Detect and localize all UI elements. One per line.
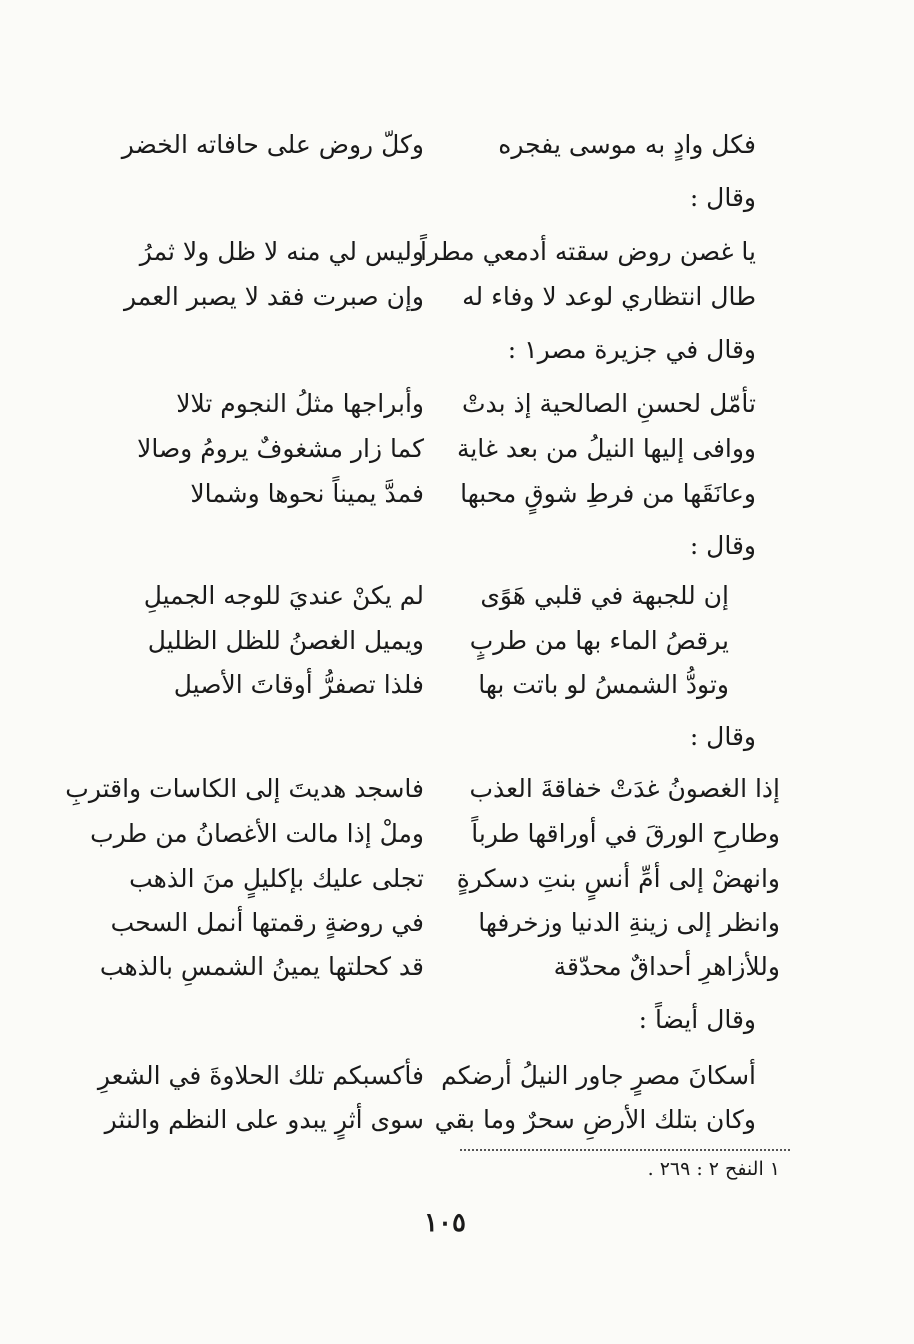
- verse-second-hemistich: ويميل الغصنُ للظل الظليل: [147, 626, 424, 655]
- verse-second-hemistich: كما زار مشغوفٌ يرومُ وصالا: [137, 434, 424, 463]
- verse-first-hemistich: يرقصُ الماء بها من طربٍ: [469, 626, 729, 655]
- verse-first-hemistich: وكان بتلك الأرضِ سحرٌ وما بقي: [434, 1105, 756, 1134]
- verse-second-hemistich: قد كحلتها يمينُ الشمسِ بالذهب: [99, 952, 424, 981]
- verse-second-hemistich: فمدَّ يميناً نحوها وشمالا: [190, 479, 424, 508]
- verse-first-hemistich: وتودُّ الشمسُ لو باتت بها: [478, 670, 729, 699]
- verse-first-hemistich: أسكانَ مصرٍ جاور النيلُ أرضكم: [441, 1061, 756, 1090]
- verse-second-hemistich: وكلّ روض على حافاته الخضر: [121, 130, 424, 159]
- verse-second-hemistich: وليس لي منه لا ظل ولا ثمرُ: [139, 237, 424, 266]
- footnote: ١ النفح ٢ : ٢٦٩ .: [647, 1158, 780, 1180]
- section-intro: وقال :: [689, 183, 756, 212]
- verse-first-hemistich: وللأزاهرِ أحداقٌ محدّقة: [553, 952, 780, 981]
- verse-second-hemistich: وإن صبرت فقد لا يصبر العمر: [123, 282, 424, 311]
- verse-first-hemistich: طال انتظاري لوعد لا وفاء له: [462, 282, 756, 311]
- footnote-divider: [460, 1149, 790, 1151]
- verse-second-hemistich: وأبراجها مثلُ النجوم تلالا: [176, 389, 424, 418]
- section-intro: وقال أيضاً :: [638, 1005, 756, 1034]
- verse-first-hemistich: إن للجبهة في قلبي هَوًى: [480, 581, 729, 610]
- verse-second-hemistich: فأكسبكم تلك الحلاوةَ في الشعرِ: [97, 1061, 424, 1090]
- verse-second-hemistich: فاسجد هديتَ إلى الكاسات واقتربِ: [65, 774, 424, 803]
- verse-first-hemistich: فكل وادٍ به موسى يفجره: [498, 130, 756, 159]
- verse-first-hemistich: وانظر إلى زينةِ الدنيا وزخرفها: [478, 908, 780, 937]
- section-intro: وقال :: [689, 722, 756, 751]
- section-intro: وقال في جزيرة مصر١ :: [507, 335, 756, 364]
- verse-first-hemistich: يا غصن روض سقته أدمعي مطراً: [419, 237, 756, 266]
- verse-second-hemistich: وملْ إذا مالت الأغصانُ من طرب: [90, 819, 424, 848]
- page-number: ١٠٥: [424, 1208, 466, 1238]
- section-intro: وقال :: [689, 531, 756, 560]
- verse-first-hemistich: وعانَقَها من فرطِ شوقٍ محبها: [460, 479, 756, 508]
- verse-first-hemistich: تأمّل لحسنِ الصالحية إذ بدتْ: [461, 389, 756, 418]
- verse-first-hemistich: ووافى إليها النيلُ من بعد غاية: [456, 434, 756, 463]
- verse-second-hemistich: فلذا تصفرُّ أوقاتَ الأصيل: [173, 670, 424, 699]
- verse-second-hemistich: تجلى عليك بإكليلٍ منَ الذهب: [129, 864, 424, 893]
- verse-first-hemistich: وطارحِ الورقَ في أوراقها طرباً: [471, 819, 780, 848]
- verse-second-hemistich: لم يكنْ عنديَ للوجه الجميلِ: [143, 581, 424, 610]
- verse-first-hemistich: إذا الغصونُ غدَتْ خفاقةَ العذب: [469, 774, 780, 803]
- verse-second-hemistich: في روضةٍ رقمتها أنمل السحب: [110, 908, 424, 937]
- verse-first-hemistich: وانهضْ إلى أمِّ أنسٍ بنتِ دسكرةٍ: [456, 864, 780, 893]
- verse-second-hemistich: سوى أثرٍ يبدو على النظم والنثر: [104, 1105, 424, 1134]
